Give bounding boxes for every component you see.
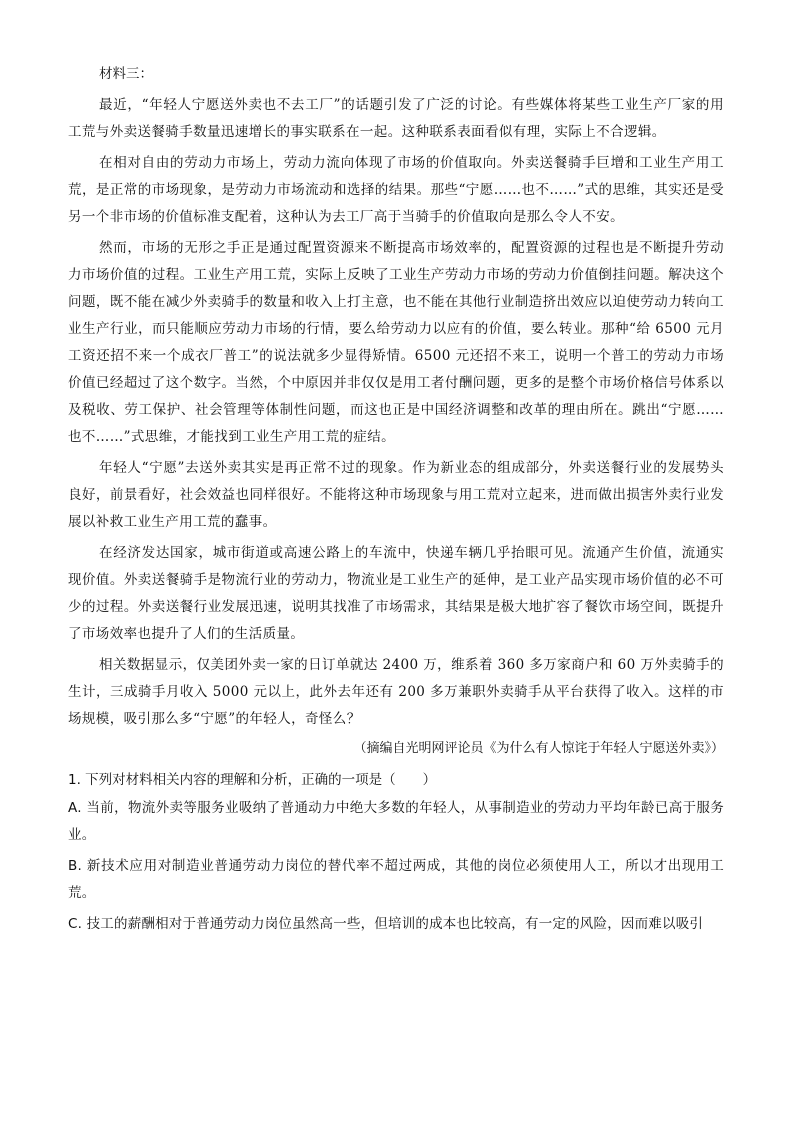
option-b: B. 新技术应用对制造业普通劳动力岗位的替代率不超过两成，其他的岗位必须使用人工，所以才出现用工荒。	[68, 858, 724, 901]
material-paragraph-4: 年轻人“宁愿”去送外卖其实是再正常不过的现象。作为新业态的组成部分，外卖送餐行业的发展势头良好，前景看好，社会效益也同样很好。不能将这种市场现象与用工荒对立起来，进而做出损害外卖行业发展以补救工业生产用工荒的蠢事。	[68, 460, 724, 530]
material-paragraph-5: 在经济发达国家，城市街道或高速公路上的车流中，快递车辆几乎抬眼可见。流通产生价值，流通实现价值。外卖送餐骑手是物流行业的劳动力，物流业是工业生产的延伸，是工业产品实现市场价值的必不可少的过程。外卖送餐行业发展迅速，说明其找准了市场需求，其结果是极大地扩容了餐饮市场空间，既提升了市场效率也提升了人们的生活质量。	[68, 545, 724, 642]
option-a: A. 当前，物流外卖等服务业吸纳了普通动力中绝大多数的年轻人，从事制造业的劳动力平均年龄已高于服务业。	[68, 800, 724, 843]
material-source: （摘编自光明网评论员《为什么有人惊诧于年轻人宁愿送外卖》）	[353, 741, 724, 756]
material-paragraph-2: 在相对自由的劳动力市场上，劳动力流向体现了市场的价值取向。外卖送餐骑手巨增和工业生产用工荒，是正常的市场现象，是劳动力市场流动和选择的结果。那些“宁愿……也不……”式的思维，其实还是受另一个非市场的价值标准支配着，这种认为去工厂高于当骑手的价值取向是那么令人不安。	[68, 155, 724, 225]
question-stem: 1. 下列对材料相关内容的理解和分析，正确的一项是（ ）	[68, 772, 437, 788]
material-paragraph-3: 然而，市场的无形之手正是通过配置资源来不断提高市场效率的，配置资源的过程也是不断提升劳动力市场价值的过程。工业生产用工荒，实际上反映了工业生产劳动力市场的劳动力价值倒挂问题。解决这个问题，既不能在减少外卖骑手的数量和收入上打主意，也不能在其他行业制造挤出效应以迫使劳动力转向工业生产行业，而只能顺应劳动力市场的行情，要么给劳动力以应有的价值，要么转业。那种“给 6500 元月工资还招不来一个成衣厂普工”的说法就多少显得矫情。6500 元还招不来工，说明一个普工的劳动力市场价值已经超过了这个数字。当然，个中原因并非仅仅是用工者付酬问题，更多的是整个市场价格信号体系以及税收、劳工保护、社会管理等体制性问题，而这也正是中国经济调整和改革的理由所在。跳出“宁愿……也不……”式思维，才能找到工业生产用工荒的症结。	[68, 240, 724, 445]
material-paragraph-6: 相关数据显示，仅美团外卖一家的日订单就达 2400 万，维系着 360 多万家商户和 60 万外卖骑手的生计，三成骑手月收入 5000 元以上，此外去年还有 200 多万兼职外卖骑手从平台获得了收入。这样的市场规模，吸引那么多“宁愿”的年轻人，奇怪么？	[68, 657, 724, 727]
option-c: C. 技工的薪酬相对于普通劳动力岗位虽然高一些，但培训的成本也比较高，有一定的风险，因而难以吸引	[68, 916, 704, 932]
material-label: 材料三：	[99, 66, 153, 82]
material-paragraph-1: 最近，“年轻人宁愿送外卖也不去工厂”的话题引发了广泛的讨论。有些媒体将某些工业生产厂家的用工荒与外卖送餐骑手数量迅速增长的事实联系在一起。这种联系表面看似有理，实际上不合逻辑。	[68, 97, 724, 140]
